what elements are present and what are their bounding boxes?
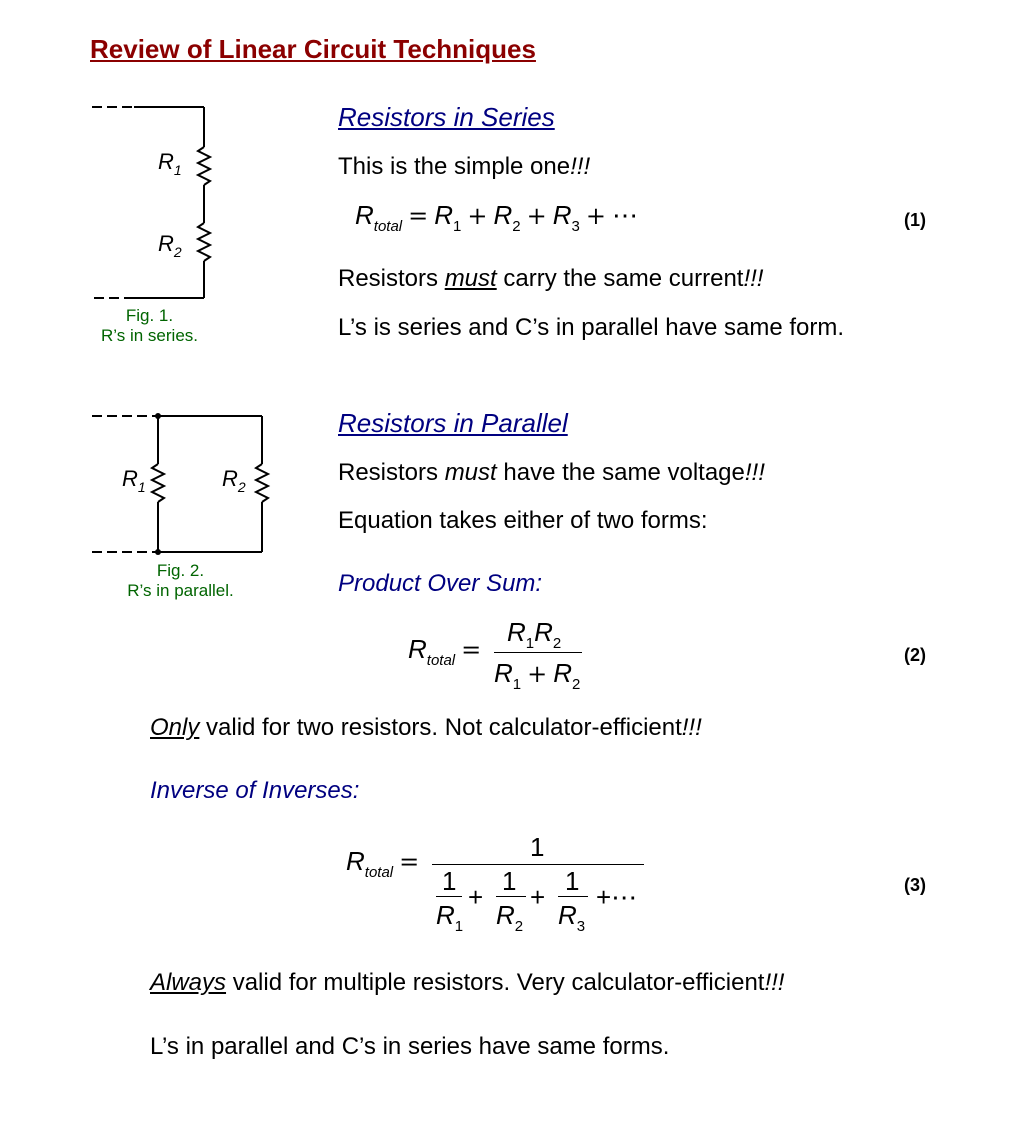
equation-3-term2-denominator: $R_2$ (496, 900, 524, 935)
parallel-line-forms: Equation takes either of two forms: (338, 507, 708, 534)
equation-3-lhs: $R_{total}$ = (346, 846, 420, 881)
equation-3-plus-1: + (468, 882, 484, 912)
equation-2-lhs: $R_{total}$ = (408, 634, 482, 669)
fig2-r2-label: $R_2$ (222, 466, 246, 495)
parallel-circuit-diagram (88, 402, 278, 562)
equation-2-numerator: $R_1R_2$ (507, 617, 562, 652)
fig1-r1-label: $R_1$ (158, 149, 182, 178)
equation-3-plus-2: + (530, 882, 546, 912)
lc-parallel-line: L’s in parallel and C’s in series have same forms. (150, 1033, 670, 1060)
equation-3-term1-bar (436, 896, 462, 897)
equation-3-term2-bar (496, 896, 526, 897)
inverse-of-inverses-heading: Inverse of Inverses: (150, 777, 360, 804)
equation-3-term3-denominator: $R_3$ (558, 900, 586, 935)
equation-1-number: (1) (904, 210, 926, 230)
equation-3-numerator: 1 (530, 832, 545, 862)
equation-2-number: (2) (904, 645, 926, 665)
equation-3-ellipsis: +⋯ (596, 882, 638, 912)
series-line-lc: L’s is series and C’s in parallel have same form. (338, 314, 845, 341)
equation-2-fraction-bar (494, 652, 582, 653)
parallel-line-voltage: Resistors must have the same voltage!!! (338, 459, 765, 486)
equation-3-term3-bar (558, 896, 588, 897)
equation-2-denominator: $R_1 + R_2$ (494, 658, 581, 693)
equation-3-term1-denominator: $R_1$ (436, 900, 464, 935)
series-intro: This is the simple one!!! (338, 153, 591, 180)
fig2-caption: Fig. 2. R’s in parallel. (127, 561, 234, 600)
always-valid-line: Always valid for multiple resistors. Very calculator-efficient!!! (150, 969, 785, 996)
equation-3-main-fraction-bar (432, 864, 644, 865)
series-heading: Resistors in Series (338, 102, 555, 132)
equation-3-term3-numerator: 1 (565, 866, 580, 896)
fig1-caption: Fig. 1. R’s in series. (101, 306, 198, 345)
only-valid-line: Only valid for two resistors. Not calculator-efficient!!! (150, 714, 702, 741)
series-line-current: Resistors must carry the same current!!! (338, 265, 764, 292)
parallel-heading: Resistors in Parallel (338, 408, 568, 438)
page-title: Review of Linear Circuit Techniques (90, 34, 536, 64)
equation-3-term1-numerator: 1 (442, 866, 457, 896)
product-over-sum-heading: Product Over Sum: (338, 570, 543, 597)
series-circuit-diagram (88, 95, 228, 305)
equation-3-term2-numerator: 1 (502, 866, 517, 896)
equation-3-number: (3) (904, 875, 926, 895)
fig1-r2-label: $R_2$ (158, 231, 182, 260)
fig2-r1-label: $R_1$ (122, 466, 146, 495)
equation-1: $R_{total} = R_1 + R_2 + R_3$ + ⋯ (355, 200, 638, 235)
